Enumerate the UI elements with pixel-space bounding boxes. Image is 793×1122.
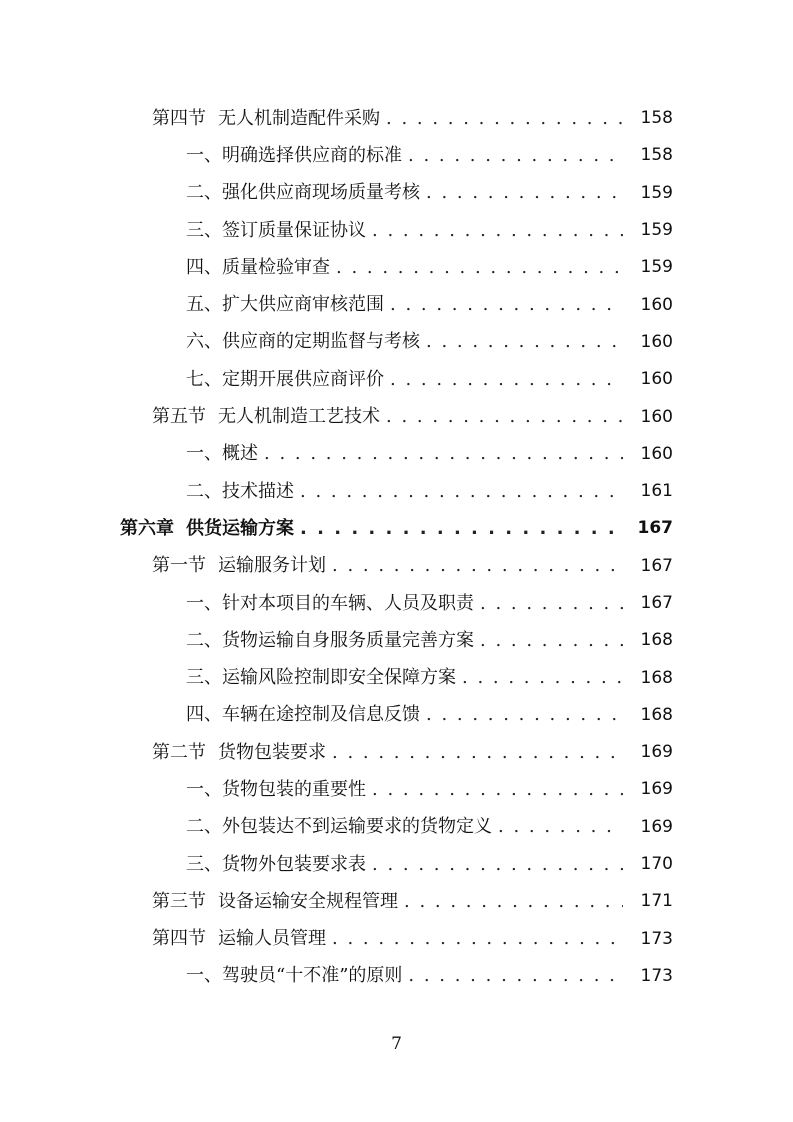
toc-entry-title: 明确选择供应商的标准 <box>222 144 402 166</box>
toc-entry-title: 供货运输方案 <box>186 517 294 539</box>
toc-entry-title: 签订质量保证协议 <box>222 219 366 241</box>
toc-entry-page: 159 <box>640 182 673 203</box>
table-of-contents <box>0 100 793 995</box>
toc-entry-title: 扩大供应商审核范围 <box>222 294 384 316</box>
toc-entry-page: 173 <box>640 928 673 949</box>
toc-entry-number: 一、 <box>186 443 222 465</box>
toc-subsection-entry[interactable] <box>0 436 793 473</box>
toc-dot-leader <box>390 296 623 314</box>
toc-entry-number: 第二节 <box>152 741 206 763</box>
toc-dot-leader <box>404 893 623 911</box>
toc-dot-leader <box>372 856 623 874</box>
toc-subsection-entry[interactable] <box>0 473 793 510</box>
toc-entry-title: 外包装达不到运输要求的货物定义 <box>222 816 492 838</box>
toc-subsection-entry[interactable] <box>0 324 793 361</box>
toc-entry-title: 货物包装的重要性 <box>222 778 366 800</box>
toc-chapter-entry[interactable] <box>0 510 793 547</box>
toc-dot-leader <box>264 445 623 463</box>
toc-entry-page: 161 <box>640 481 673 502</box>
toc-section-entry[interactable] <box>0 883 793 920</box>
toc-dot-leader <box>408 967 623 985</box>
toc-subsection-entry[interactable] <box>0 137 793 174</box>
page-number: 7 <box>391 1034 402 1054</box>
toc-entry-title: 货物包装要求 <box>218 741 326 763</box>
toc-dot-leader <box>372 222 623 240</box>
toc-entry-title: 强化供应商现场质量考核 <box>222 182 420 204</box>
toc-entry-number: 五、 <box>186 294 222 316</box>
toc-entry-title: 无人机制造工艺技术 <box>218 406 380 428</box>
toc-dot-leader <box>480 595 623 613</box>
toc-entry-page: 168 <box>640 704 673 725</box>
toc-section-entry[interactable] <box>0 548 793 585</box>
toc-subsection-entry[interactable] <box>0 249 793 286</box>
toc-dot-leader <box>332 744 623 762</box>
toc-dot-leader <box>426 333 623 351</box>
toc-entry-page: 167 <box>640 555 673 576</box>
toc-entry-title: 概述 <box>222 443 258 465</box>
toc-entry-title: 货物运输自身服务质量完善方案 <box>222 629 474 651</box>
toc-entry-number: 第六章 <box>120 517 174 539</box>
toc-section-entry[interactable] <box>0 921 793 958</box>
toc-entry-title: 供应商的定期监督与考核 <box>222 331 420 353</box>
toc-entry-page: 167 <box>637 518 673 539</box>
toc-entry-title: 设备运输安全规程管理 <box>218 890 398 912</box>
toc-entry-page: 159 <box>640 220 673 241</box>
toc-entry-number: 第四节 <box>152 107 206 129</box>
toc-dot-leader <box>300 520 623 538</box>
toc-entry-page: 160 <box>640 294 673 315</box>
toc-dot-leader <box>332 930 623 948</box>
toc-entry-title: 质量检验审查 <box>222 256 330 278</box>
toc-entry-number: 一、 <box>186 144 222 166</box>
toc-entry-number: 一、 <box>186 592 222 614</box>
toc-entry-title: 运输风险控制即安全保障方案 <box>222 667 456 689</box>
toc-dot-leader <box>408 147 623 165</box>
toc-entry-title: 运输人员管理 <box>218 928 326 950</box>
toc-subsection-entry[interactable] <box>0 585 793 622</box>
toc-entry-number: 四、 <box>186 704 222 726</box>
toc-entry-page: 158 <box>640 108 673 129</box>
toc-entry-number: 七、 <box>186 368 222 390</box>
toc-entry-page: 168 <box>640 630 673 651</box>
toc-entry-title: 技术描述 <box>222 480 294 502</box>
toc-entry-page: 160 <box>640 406 673 427</box>
toc-subsection-entry[interactable] <box>0 361 793 398</box>
toc-entry-number: 第五节 <box>152 406 206 428</box>
toc-dot-leader <box>332 557 623 575</box>
toc-entry-number: 三、 <box>186 219 222 241</box>
toc-entry-page: 158 <box>640 145 673 166</box>
toc-subsection-entry[interactable] <box>0 771 793 808</box>
toc-entry-page: 159 <box>640 257 673 278</box>
toc-dot-leader <box>462 669 623 687</box>
toc-section-entry[interactable] <box>0 100 793 137</box>
toc-subsection-entry[interactable] <box>0 697 793 734</box>
toc-section-entry[interactable] <box>0 734 793 771</box>
toc-entry-page: 169 <box>640 742 673 763</box>
toc-dot-leader <box>390 371 623 389</box>
toc-subsection-entry[interactable] <box>0 846 793 883</box>
toc-entry-number: 三、 <box>186 667 222 689</box>
toc-entry-page: 168 <box>640 667 673 688</box>
toc-entry-number: 四、 <box>186 256 222 278</box>
toc-subsection-entry[interactable] <box>0 212 793 249</box>
toc-entry-title: 针对本项目的车辆、人员及职责 <box>222 592 474 614</box>
toc-entry-page: 171 <box>640 891 673 912</box>
toc-entry-page: 169 <box>640 779 673 800</box>
toc-subsection-entry[interactable] <box>0 958 793 995</box>
toc-entry-page: 170 <box>640 854 673 875</box>
toc-dot-leader <box>300 483 623 501</box>
toc-entry-page: 160 <box>640 443 673 464</box>
toc-entry-number: 一、 <box>186 778 222 800</box>
toc-entry-number: 第一节 <box>152 555 206 577</box>
toc-entry-page: 173 <box>640 965 673 986</box>
toc-subsection-entry[interactable] <box>0 809 793 846</box>
toc-entry-title: 车辆在途控制及信息反馈 <box>222 704 420 726</box>
toc-subsection-entry[interactable] <box>0 286 793 323</box>
toc-subsection-entry[interactable] <box>0 622 793 659</box>
toc-entry-page: 167 <box>640 593 673 613</box>
toc-dot-leader <box>426 706 623 724</box>
toc-dot-leader <box>386 110 623 128</box>
toc-entry-title: 运输服务计划 <box>218 555 326 577</box>
toc-entry-number: 二、 <box>186 480 222 502</box>
toc-entry-number: 二、 <box>186 182 222 204</box>
toc-entry-number: 三、 <box>186 853 222 875</box>
toc-entry-title: 无人机制造配件采购 <box>218 107 380 129</box>
toc-subsection-entry[interactable] <box>0 175 793 212</box>
toc-entry-number: 二、 <box>186 816 222 838</box>
toc-entry-page: 169 <box>640 816 673 837</box>
toc-entry-number: 一、 <box>186 965 222 987</box>
toc-entry-title: 货物外包装要求表 <box>222 853 366 875</box>
toc-section-entry[interactable] <box>0 398 793 435</box>
toc-dot-leader <box>480 632 623 650</box>
toc-dot-leader <box>498 818 623 836</box>
toc-dot-leader <box>426 184 623 202</box>
toc-dot-leader <box>336 259 623 277</box>
toc-subsection-entry[interactable] <box>0 659 793 696</box>
toc-entry-title: 驾驶员“十不准”的原则 <box>222 965 403 987</box>
toc-dot-leader <box>386 408 623 426</box>
toc-entry-page: 160 <box>640 369 673 390</box>
toc-entry-page: 160 <box>640 331 673 352</box>
toc-dot-leader <box>372 781 623 799</box>
toc-entry-number: 二、 <box>186 629 222 651</box>
toc-entry-title: 定期开展供应商评价 <box>222 368 384 390</box>
toc-entry-number: 第三节 <box>152 890 206 912</box>
toc-entry-number: 第四节 <box>152 928 206 950</box>
toc-entry-number: 六、 <box>186 331 222 353</box>
